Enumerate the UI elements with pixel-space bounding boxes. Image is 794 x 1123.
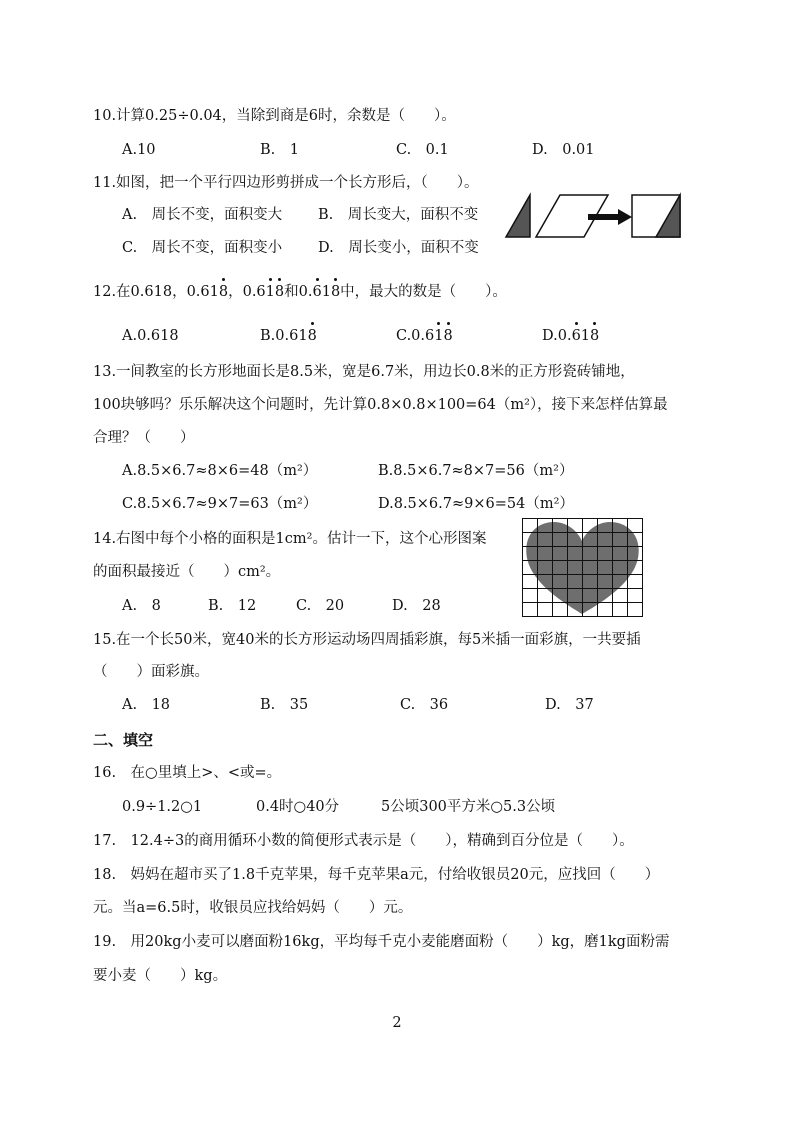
q10-option-b: B. 1: [260, 142, 299, 158]
q11-option-a: A. 周长不变，面积变大: [122, 207, 283, 223]
q16-item-3: 5公顷300平方米○5.3公顷: [381, 799, 556, 815]
q14-option-c: C. 20: [296, 598, 345, 614]
question-13-line-3: 合理？（ ）: [93, 430, 195, 446]
question-17: 17. 12.4÷3的商用循环小数的简便形式表示是（ ），精确到百分位是（ ）。: [93, 833, 634, 849]
question-12: 12.在0.618，0.618，0.618和0.618中，最大的数是（ ）。: [93, 284, 507, 300]
question-19-line-2: 要小麦（ ）kg。: [93, 968, 228, 984]
question-16: 16. 在○里填上>、<或=。: [93, 765, 282, 781]
q11-option-d: D. 周长变小，面积不变: [318, 240, 479, 256]
q10-option-d: D. 0.01: [532, 142, 595, 158]
heart-grid-figure: [522, 518, 643, 617]
q16-item-2: 0.4时○40分: [256, 799, 340, 815]
q12-option-d: D.0.618: [542, 328, 600, 344]
q10-option-a: A.10: [122, 142, 156, 158]
q13-option-d: D.8.5×6.7≈9×6=54（m²）: [378, 496, 574, 512]
question-13-line-1: 13.一间教室的长方形地面长是8.5米，宽是6.7米，用边长0.8米的正方形瓷砖铺地，: [93, 364, 635, 380]
arrow-right-icon: [618, 209, 632, 225]
section-heading-fill-in: 二、填空: [93, 731, 154, 749]
q16-item-1: 0.9÷1.2○1: [122, 799, 203, 815]
question-15-line-1: 15.在一个长50米，宽40米的长方形运动场四周插彩旗，每5米插一面彩旗，一共要插: [93, 632, 641, 648]
q13-option-b: B.8.5×6.7≈8×7=56（m²）: [378, 463, 574, 479]
question-15-line-2: （ ）面彩旗。: [93, 664, 209, 680]
q14-option-d: D. 28: [392, 598, 441, 614]
q14-option-b: B. 12: [208, 598, 257, 614]
question-18-line-1: 18. 妈妈在超市买了1.8千克苹果，每千克苹果a元，付给收银员20元，应找回（ ）: [93, 867, 660, 883]
q15-option-b: B. 35: [260, 697, 309, 713]
q10-option-c: C. 0.1: [396, 142, 449, 158]
q12-option-c: C.0.618: [396, 328, 453, 344]
parallelogram-figure: [504, 192, 684, 244]
q11-option-b: B. 周长变大，面积不变: [318, 207, 479, 223]
moved-triangle: [656, 195, 680, 237]
question-19-line-1: 19. 用20kg小麦可以磨面粉16kg，平均每千克小麦能磨面粉（ ）kg，磨1kg面粉需: [93, 934, 670, 950]
q13-option-a: A.8.5×6.7≈8×6=48（m²）: [122, 463, 318, 479]
question-14-line-2: 的面积最接近（ ）cm²。: [93, 564, 281, 580]
question-10: 10.计算0.25÷0.04，当除到商是6时，余数是（ ）。: [93, 108, 456, 124]
q12-option-b: B.0.618: [260, 328, 317, 344]
q14-option-a: A. 8: [122, 598, 161, 614]
question-11: 11.如图，把一个平行四边形剪拼成一个长方形后，（ ）。: [93, 175, 479, 191]
q11-option-c: C. 周长不变，面积变小: [122, 240, 283, 256]
cut-triangle: [506, 195, 530, 237]
question-18-line-2: 元。当a=6.5时，收银员应找给妈妈（ ）元。: [93, 900, 413, 916]
q15-option-c: C. 36: [400, 697, 449, 713]
q15-option-d: D. 37: [545, 697, 594, 713]
q12-option-a: A.0.618: [122, 328, 179, 344]
question-14-line-1: 14.右图中每个小格的面积是1cm²。估计一下，这个心形图案: [93, 531, 487, 547]
q13-option-c: C.8.5×6.7≈9×7=63（m²）: [122, 496, 318, 512]
q15-option-a: A. 18: [122, 697, 171, 713]
page-number: 2: [392, 1015, 402, 1031]
question-13-line-2: 100块够吗？乐乐解决这个问题时，先计算0.8×0.8×100=64（m²），接下来怎样估算最: [93, 397, 668, 413]
